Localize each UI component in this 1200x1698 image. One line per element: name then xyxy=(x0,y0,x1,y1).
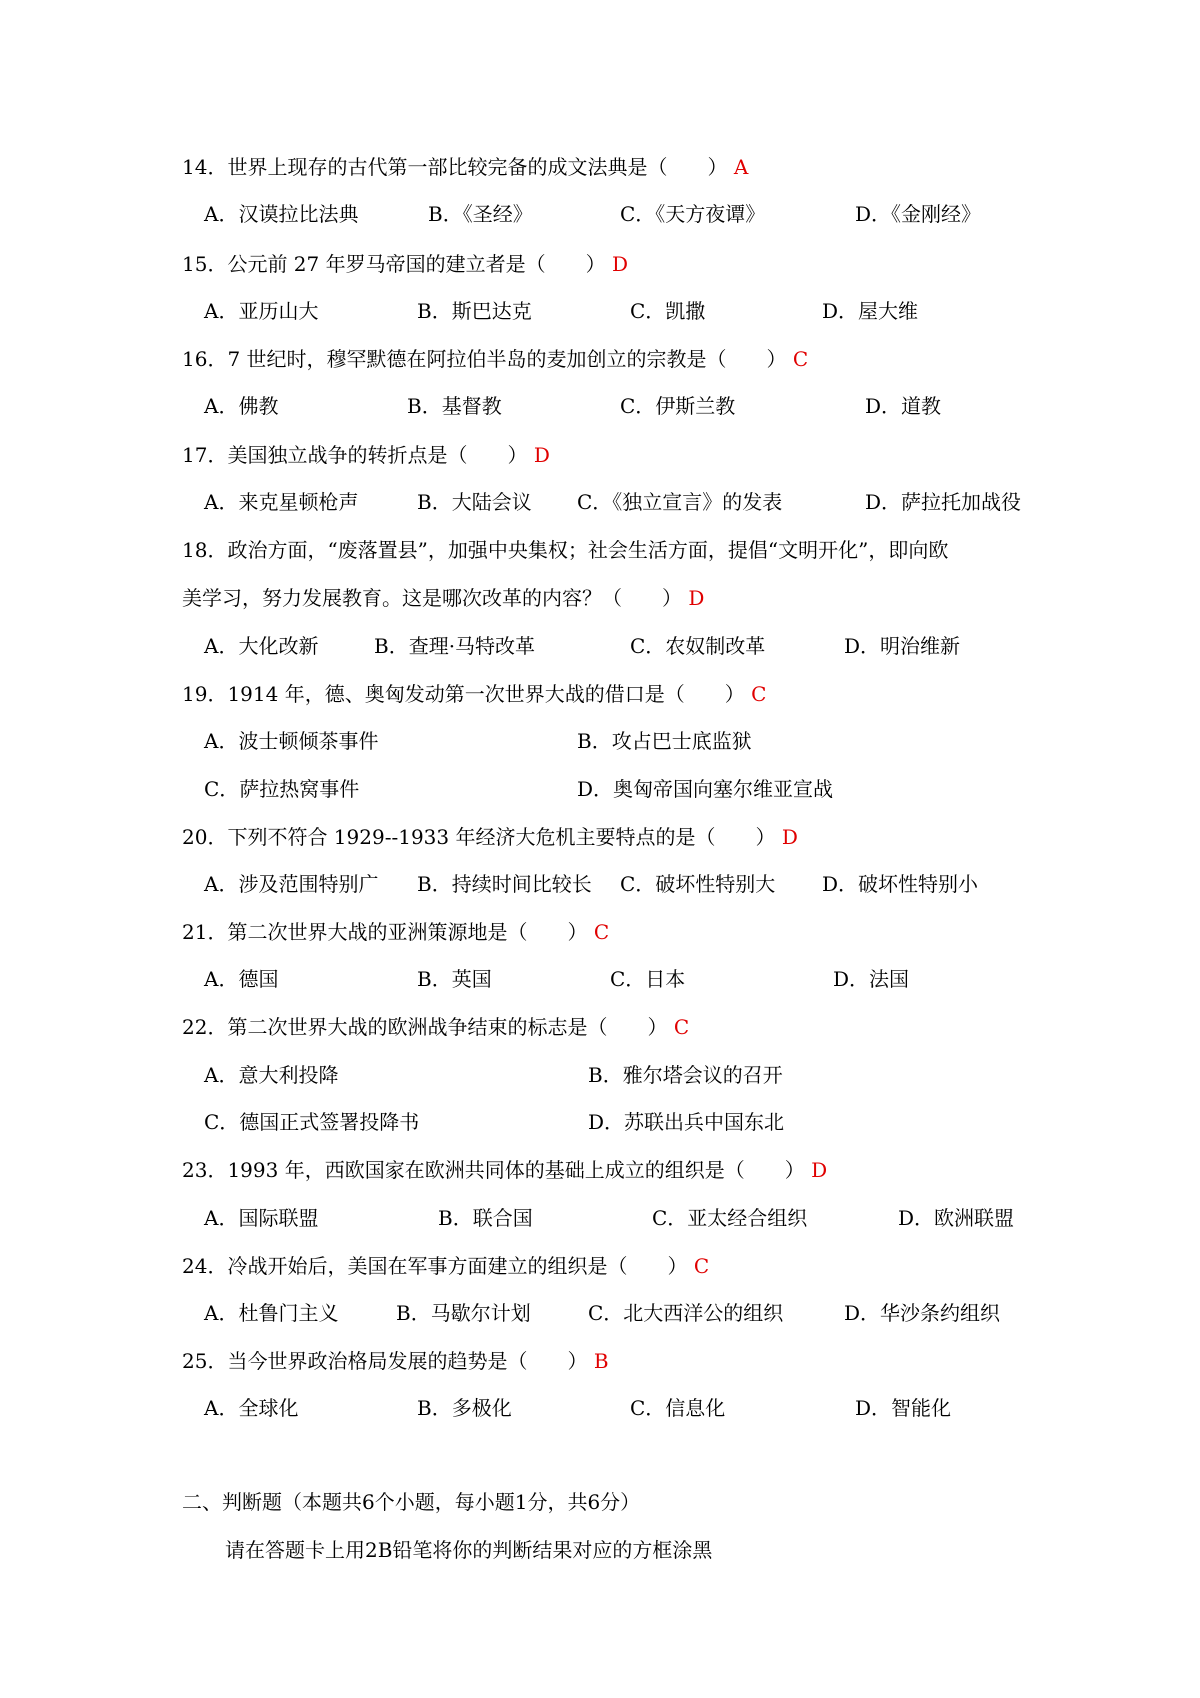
option-a: A．涉及范围特别广 xyxy=(204,872,379,896)
option-b: B．攻占巴士底监狱 xyxy=(577,729,752,753)
option-a: A．汉谟拉比法典 xyxy=(204,202,359,226)
option-b: B．查理·马特改革 xyxy=(374,634,536,658)
option-d: D．华沙条约组织 xyxy=(844,1301,1001,1325)
answer-21: C xyxy=(593,920,610,944)
question-14-stem: 14．世界上现存的古代第一部比较完备的成文法典是（ ） A xyxy=(182,155,749,179)
answer-23: D xyxy=(811,1158,828,1182)
question-18-stem: 18．政治方面，“废落置县”，加强中央集权；社会生活方面，提倡“文明开化”，即向欧 xyxy=(182,538,949,562)
answer-25: B xyxy=(593,1349,609,1373)
option-d: D．苏联出兵中国东北 xyxy=(588,1110,785,1134)
option-d: D．奥匈帝国向塞尔维亚宣战 xyxy=(577,777,834,801)
option-a: A．杜鲁门主义 xyxy=(204,1301,339,1325)
question-16-stem: 16．7 世纪时，穆罕默德在阿拉伯半岛的麦加创立的宗教是（ ） C xyxy=(182,347,809,371)
option-d: D．破坏性特别小 xyxy=(822,872,979,896)
answer-18: D xyxy=(688,586,705,610)
question-24-stem: 24．冷战开始后，美国在军事方面建立的组织是（ ） C xyxy=(182,1254,710,1278)
option-b: B．多极化 xyxy=(417,1396,512,1420)
option-b: B．大陆会议 xyxy=(417,490,532,514)
option-d: D．法国 xyxy=(833,967,910,991)
answer-24: C xyxy=(693,1254,710,1278)
option-d: D．欧洲联盟 xyxy=(898,1206,1015,1230)
option-a: A．全球化 xyxy=(204,1396,299,1420)
question-19-stem: 19．1914 年，德、奥匈发动第一次世界大战的借口是（ ） C xyxy=(182,682,767,706)
option-d: D．智能化 xyxy=(855,1396,952,1420)
option-d: D．道教 xyxy=(865,394,942,418)
option-a: A．佛教 xyxy=(204,394,279,418)
option-b: B．马歇尔计划 xyxy=(396,1301,531,1325)
section-2-heading: 二、判断题（本题共6个小题，每小题1分，共6分） xyxy=(182,1490,641,1514)
question-22-stem: 22．第二次世界大战的欧洲战争结束的标志是（ ） C xyxy=(182,1015,690,1039)
option-c: C．信息化 xyxy=(630,1396,726,1420)
option-b: B．英国 xyxy=(417,967,492,991)
section-2-instruction: 请在答题卡上用2B铅笔将你的判断结果对应的方框涂黑 xyxy=(225,1538,713,1562)
option-b: B．斯巴达克 xyxy=(417,299,532,323)
option-c: C．日本 xyxy=(610,967,686,991)
question-15-stem: 15．公元前 27 年罗马帝国的建立者是（ ） D xyxy=(182,252,629,276)
option-d: D．屋大维 xyxy=(822,299,919,323)
option-c: C．凯撒 xyxy=(630,299,706,323)
option-b: B．持续时间比较长 xyxy=(417,872,592,896)
option-c: C．北大西洋公的组织 xyxy=(588,1301,784,1325)
option-a: A．意大利投降 xyxy=(204,1063,339,1087)
answer-22: C xyxy=(673,1015,690,1039)
option-b: B．《圣经》 xyxy=(428,202,533,226)
answer-17: D xyxy=(533,443,550,467)
option-d: D．萨拉托加战役 xyxy=(865,490,1022,514)
option-a: A．亚历山大 xyxy=(204,299,319,323)
option-a: A．波士顿倾茶事件 xyxy=(204,729,379,753)
option-a: A．大化改新 xyxy=(204,634,319,658)
option-a: A．国际联盟 xyxy=(204,1206,319,1230)
answer-14: A xyxy=(733,155,749,179)
option-a: A．德国 xyxy=(204,967,279,991)
option-b: B．雅尔塔会议的召开 xyxy=(588,1063,783,1087)
question-20-stem: 20．下列不符合 1929--1933 年经济大危机主要特点的是（ ） D xyxy=(182,825,798,849)
question-23-stem: 23．1993 年，西欧国家在欧洲共同体的基础上成立的组织是（ ） D xyxy=(182,1158,828,1182)
answer-20: D xyxy=(781,825,798,849)
question-21-stem: 21．第二次世界大战的亚洲策源地是（ ） C xyxy=(182,920,610,944)
option-d: D．《金刚经》 xyxy=(855,202,982,226)
answer-15: D xyxy=(611,252,629,276)
option-c: C．伊斯兰教 xyxy=(620,394,736,418)
option-c: C．萨拉热窝事件 xyxy=(204,777,360,801)
option-c: C．破坏性特别大 xyxy=(620,872,776,896)
question-18-stem-continued: 美学习，努力发展教育。这是哪次改革的内容？（ ） D xyxy=(182,586,705,610)
option-c: C．《天方夜谭》 xyxy=(620,202,766,226)
option-a: A．来克星顿枪声 xyxy=(204,490,359,514)
option-b: B．基督教 xyxy=(407,394,502,418)
option-c: C．德国正式签署投降书 xyxy=(204,1110,420,1134)
answer-16: C xyxy=(792,347,809,371)
option-b: B．联合国 xyxy=(438,1206,533,1230)
option-d: D．明治维新 xyxy=(844,634,961,658)
option-c: C．农奴制改革 xyxy=(630,634,766,658)
answer-19: C xyxy=(751,682,767,706)
option-c: C．亚太经合组织 xyxy=(652,1206,808,1230)
question-25-stem: 25．当今世界政治格局发展的趋势是（ ） B xyxy=(182,1349,609,1373)
question-17-stem: 17．美国独立战争的转折点是（ ） D xyxy=(182,443,550,467)
option-c: C．《独立宣言》的发表 xyxy=(577,490,783,514)
